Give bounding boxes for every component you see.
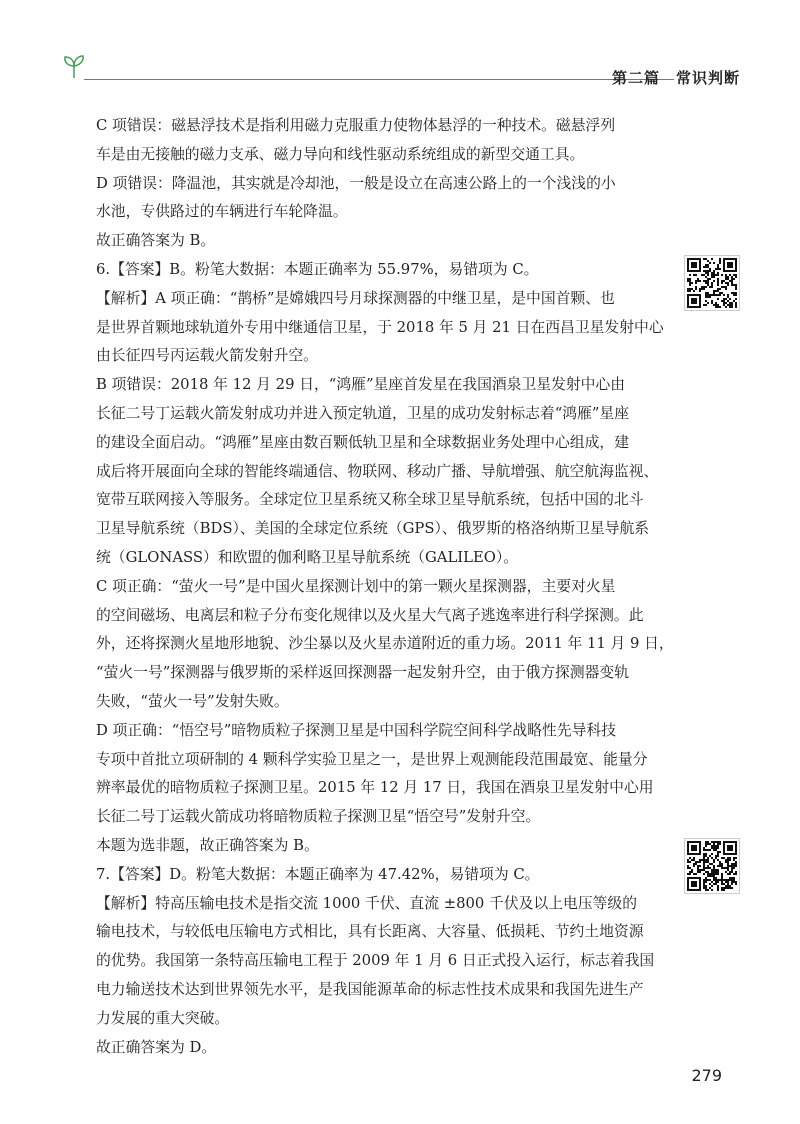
paragraph [96, 256, 656, 285]
paragraph [96, 1034, 656, 1063]
answer-explanations [96, 112, 674, 1062]
section-title: 第二篇 常识判断 [611, 69, 740, 87]
text-line: 故正确答案为 B。 [96, 232, 216, 250]
page-header [60, 52, 740, 92]
paragraph [96, 227, 656, 256]
text-line: 力发展的重大突破。 [96, 1009, 230, 1027]
paragraph [96, 371, 659, 573]
text-line: 宽带互联网接入等服务。全球定位卫星系统又称全球卫星导航系统，包括中国的北斗 [96, 491, 644, 509]
header-rule [84, 79, 674, 80]
text-line: C 项错误：磁悬浮技术是指利用磁力克服重力使物体悬浮的一种技术。磁悬浮列 [96, 117, 616, 134]
paragraph [96, 890, 656, 1034]
text-line: “萤火一号”探测器与俄罗斯的采样返回探测器一起发射升空，由于俄方探测器变轨 [96, 664, 630, 682]
text-line: 的优势。我国第一条特高压输电工程于 2009 年 1 月 6 日正式投入运行，标志着我国 [96, 952, 655, 970]
text-line: 6.【答案】B。粉笔大数据：本题正确率为 55.97%，易错项为 C。 [96, 260, 539, 278]
text-line: C 项正确：“萤火一号”是中国火星探测计划中的第一颗火星探测器，主要对火星 [96, 577, 616, 595]
paragraph [96, 170, 656, 228]
paragraph [96, 717, 656, 832]
text-line: 是世界首颗地球轨道外专用中继通信卫星，于 2018 年 5 月 21 日在西昌卫星发射中心 [96, 318, 664, 336]
qr-code-icon[interactable] [684, 838, 740, 894]
text-line: 外，还将探测火星地形地貌、沙尘暴以及火星赤道附近的重力场。2011 年 11 月 9 日， [96, 635, 674, 653]
text-line: 长征二号丁运载火箭成功将暗物质粒子探测卫星“悟空号”发射升空。 [96, 808, 541, 826]
text-line: 电力输送技术达到世界领先水平，是我国能源革命的标志性技术成果和我国先进生产 [96, 980, 644, 998]
paragraph [96, 285, 664, 371]
text-line: 的空间磁场、电离层和粒子分布变化规律以及火星大气离子逃逸率进行科学探测。此 [96, 606, 644, 624]
text-line: D 项错误：降温池，其实就是冷却池，一般是设立在高速公路上的一个浅浅的小 [96, 174, 616, 192]
paragraph [96, 112, 656, 170]
text-line: 【解析】特高压输电技术是指交流 1000 千伏、直流 ±800 千伏及以上电压等级的 [96, 894, 638, 912]
text-line: 失败，“萤火一号”发射失败。 [96, 692, 289, 710]
text-line: 成后将开展面向全球的智能终端通信、物联网、移动广播、导航增强、航空航海监视、 [96, 462, 659, 480]
text-line: 统（GLONASS）和欧盟的伽利略卫星导航系统（GALILEO）。 [96, 548, 519, 566]
text-line: B 项错误：2018 年 12 月 29 日，“鸿雁”星座首发星在我国酒泉卫星发射中心由 [96, 376, 626, 394]
text-line: 水池，专供路过的车辆进行车轮降温。 [96, 203, 348, 221]
text-line: 的建设全面启动。“鸿雁”星座由数百颗低轨卫星和全球数据业务处理中心组成，建 [96, 433, 630, 451]
text-line: 本题为选非题，故正确答案为 B。 [96, 836, 319, 854]
paragraph [96, 861, 656, 890]
qr-code-icon[interactable] [684, 255, 740, 311]
text-line: 长征二号丁运载火箭发射成功并进入预定轨道，卫星的成功发射标志着“鸿雁”星座 [96, 404, 630, 422]
text-line: 车是由无接触的磁力支承、磁力导向和线性驱动系统组成的新型交通工具。 [96, 145, 585, 163]
text-line: 7.【答案】D。粉笔大数据：本题正确率为 47.42%，易错项为 C。 [96, 865, 540, 883]
paragraph [96, 573, 674, 717]
text-line: 【解析】A 项正确：“鹊桥”是嫦娥四号月球探测器的中继卫星，是中国首颗、也 [96, 289, 615, 307]
text-line: 由长征四号丙运载火箭发射升空。 [96, 347, 318, 365]
page-number: 279 [691, 1066, 722, 1085]
text-line: 卫星导航系统（BDS）、美国的全球定位系统（GPS）、俄罗斯的格洛纳斯卫星导航系 [96, 520, 650, 538]
text-line: 专项中首批立项研制的 4 颗科学实验卫星之一，是世界上观测能段范围最宽、能量分 [96, 750, 648, 768]
text-line: D 项正确：“悟空号”暗物质粒子探测卫星是中国科学院空间科学战略性先导科技 [96, 721, 616, 739]
sprout-icon [60, 52, 88, 80]
paragraph [96, 832, 656, 861]
text-line: 故正确答案为 D。 [96, 1038, 217, 1056]
text-line: 辨率最优的暗物质粒子探测卫星。2015 年 12 月 17 日，我国在酒泉卫星发射中心用 [96, 779, 654, 797]
text-line: 输电技术，与较低电压输电方式相比，具有长距离、大容量、低损耗、节约土地资源 [96, 923, 644, 941]
